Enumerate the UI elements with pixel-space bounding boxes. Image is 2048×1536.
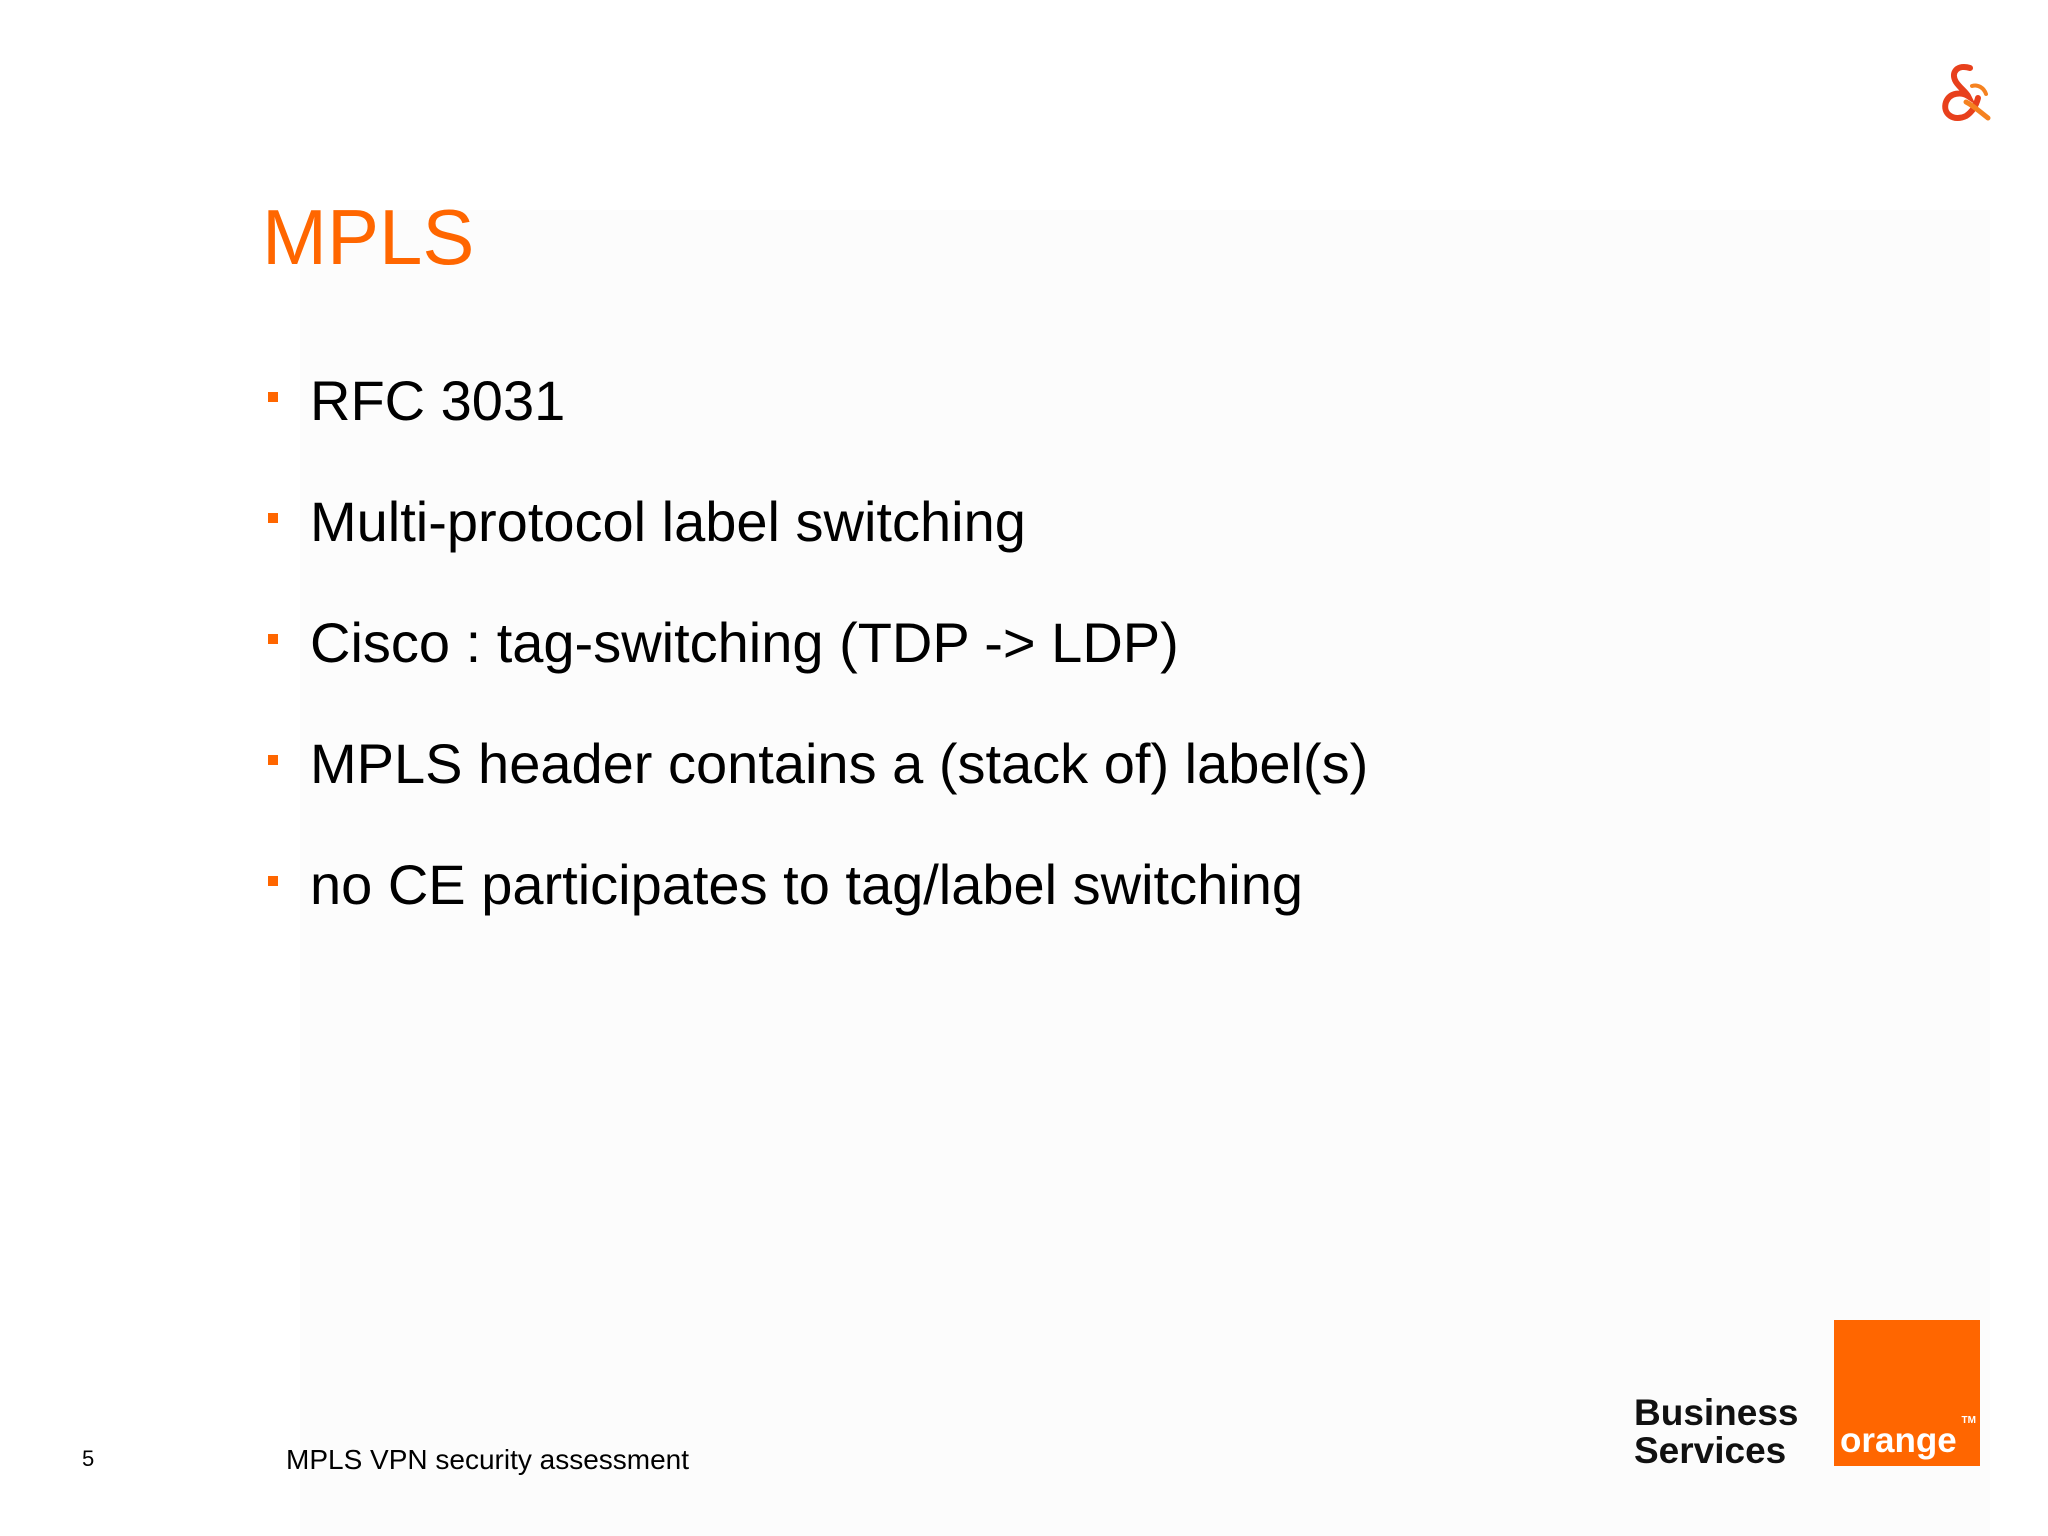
page-number: 5	[82, 1446, 95, 1471]
orange-logo	[1834, 1320, 1980, 1466]
list-item	[268, 610, 1368, 731]
bullet-marker	[268, 513, 278, 523]
ampersand-logo-icon	[1936, 62, 1992, 126]
list-item	[268, 731, 1368, 852]
list-item	[268, 368, 1368, 489]
list-item	[268, 489, 1368, 610]
bullet-text: no CE participates to tag/label switching	[310, 853, 1303, 916]
list-item	[268, 852, 1368, 973]
orange-word: orange	[1840, 1421, 1957, 1460]
business-line: Business	[1634, 1392, 1799, 1433]
bullet-marker	[268, 755, 278, 765]
bullet-marker	[268, 634, 278, 644]
footer-text: MPLS VPN security assessment	[286, 1444, 690, 1475]
bullet-marker	[268, 392, 278, 402]
bullet-list	[268, 368, 1368, 973]
bullet-text: Cisco : tag-switching (TDP -> LDP)	[310, 611, 1179, 674]
bullet-marker	[268, 876, 278, 886]
business-services-logo	[1634, 1394, 1799, 1470]
services-line: Services	[1634, 1430, 1787, 1471]
bullet-text: RFC 3031	[310, 369, 566, 432]
trademark: TM	[1961, 1415, 1976, 1426]
bullet-text: MPLS header contains a (stack of) label(s)	[310, 732, 1369, 795]
slide-title: MPLS	[262, 193, 475, 281]
bullet-text: Multi-protocol label switching	[310, 490, 1026, 553]
